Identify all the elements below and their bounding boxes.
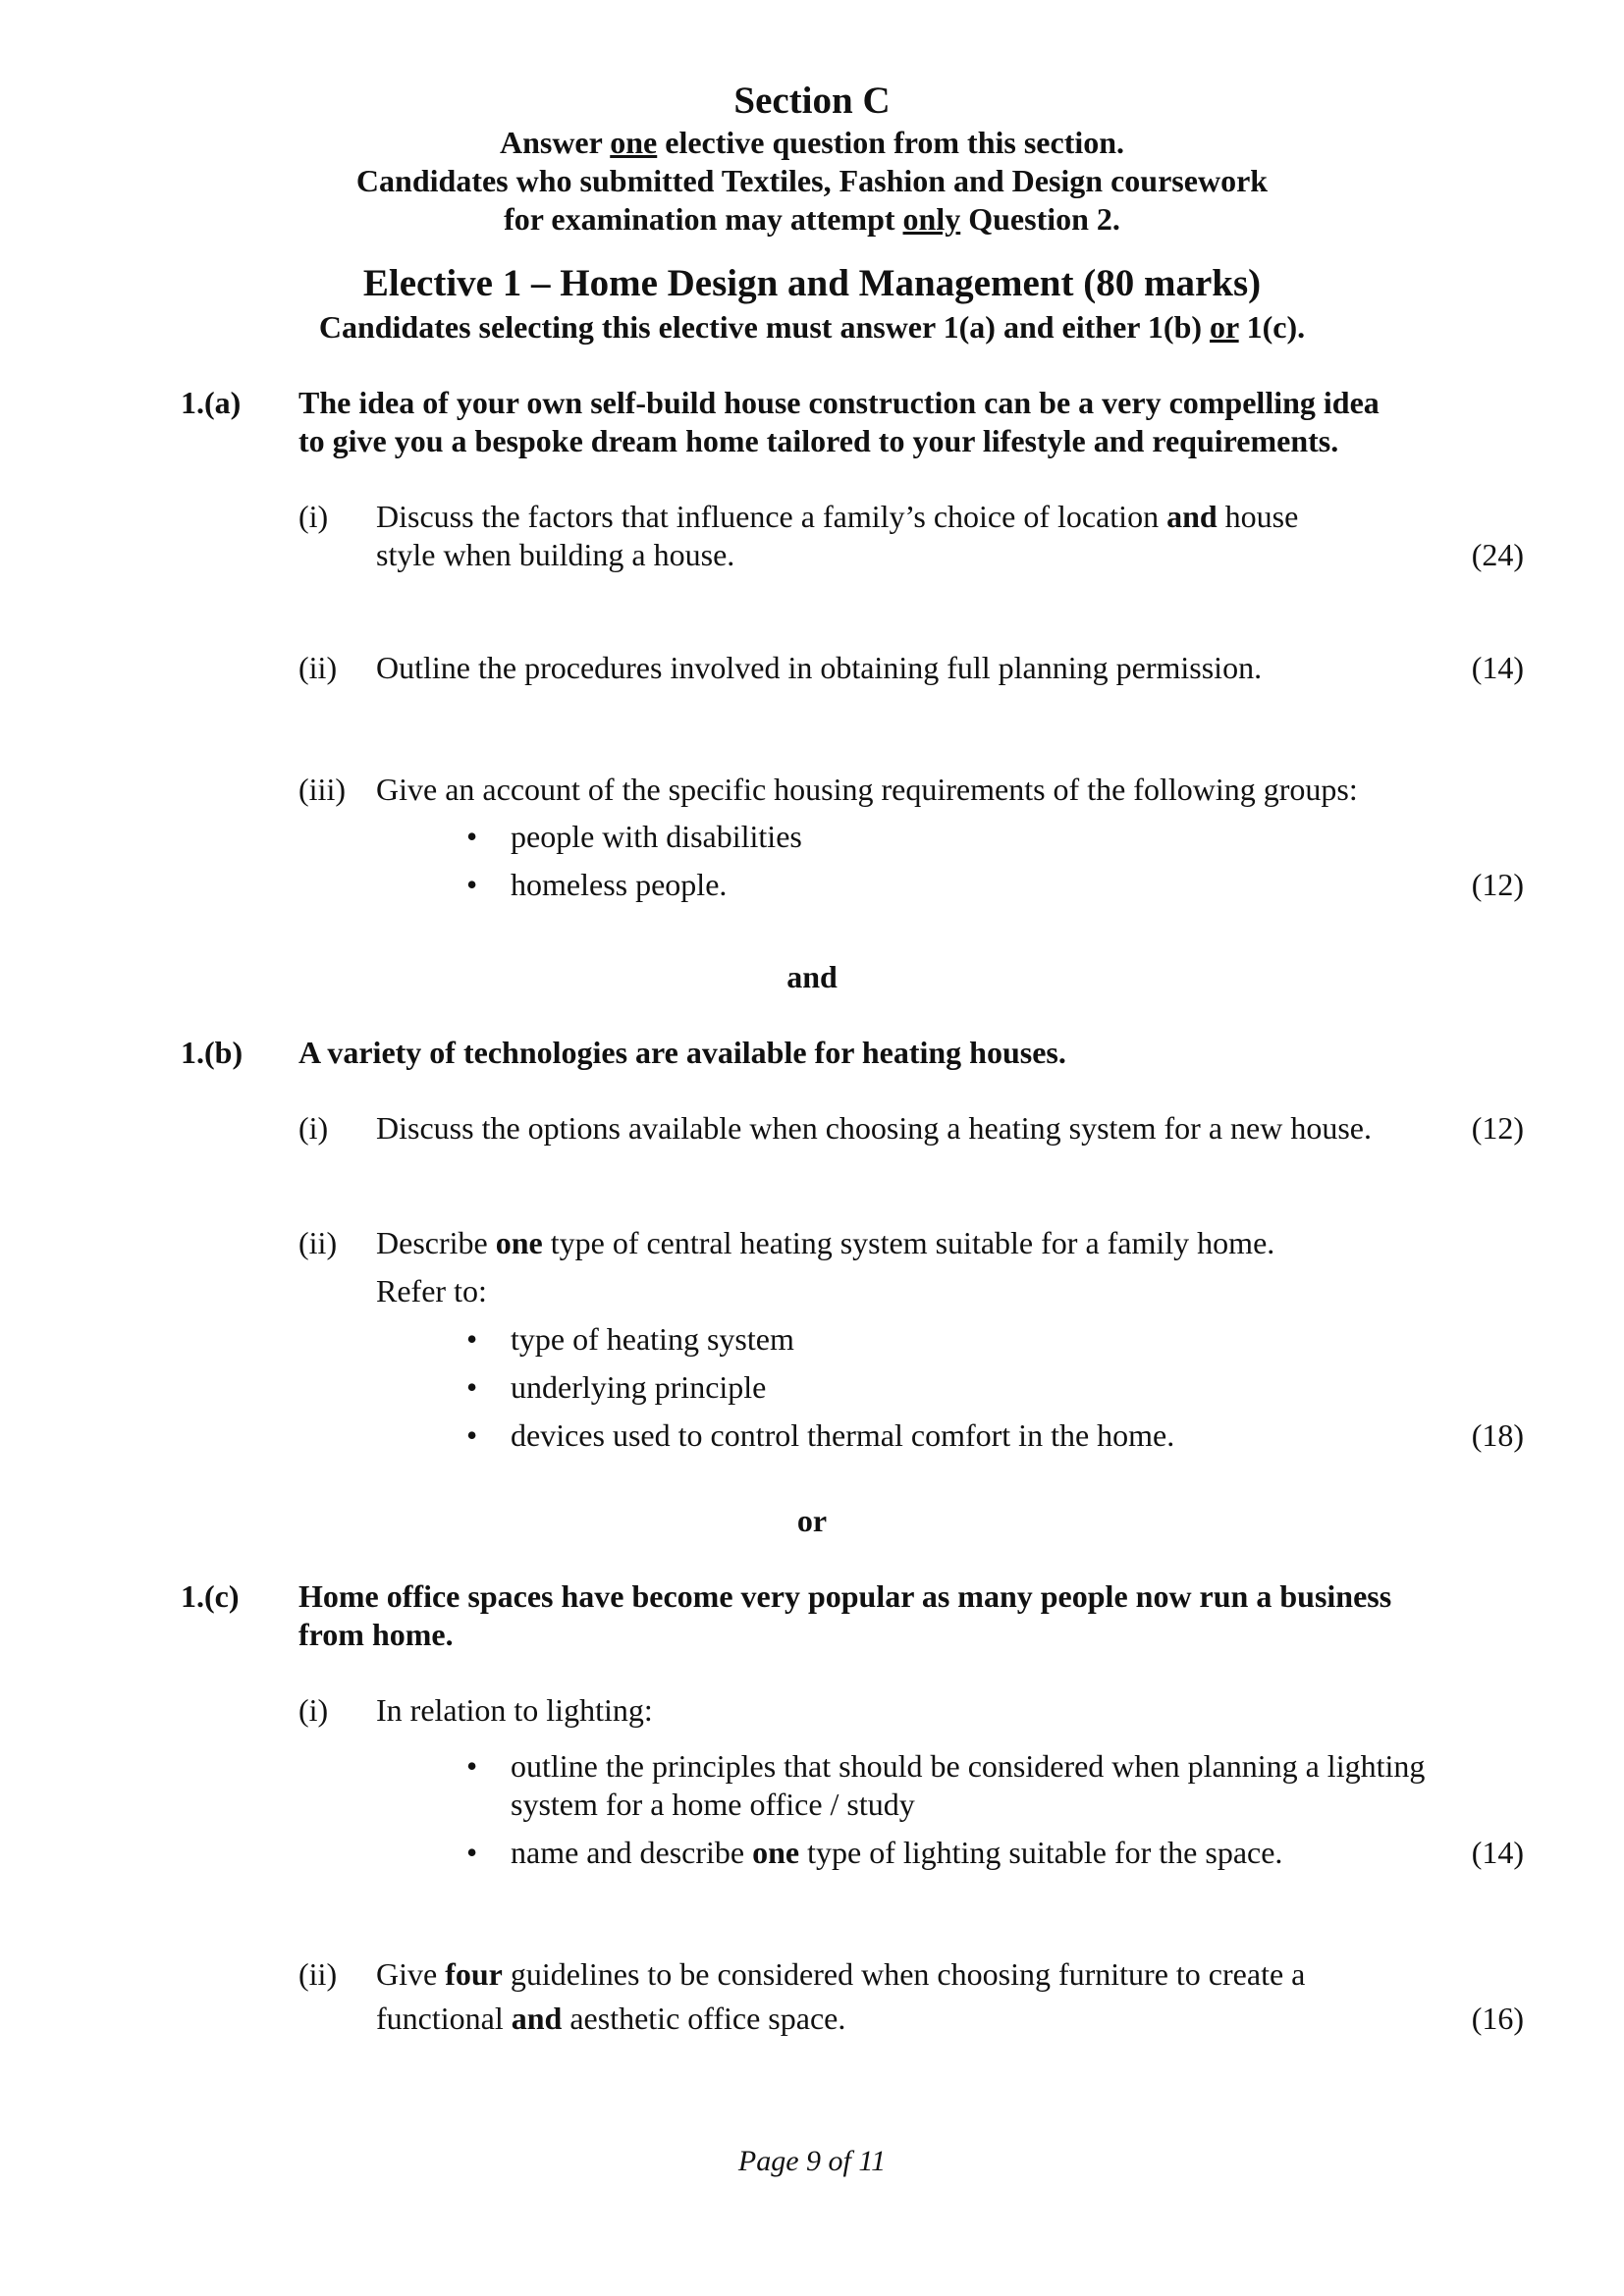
bullet-item: [511, 1835, 1282, 1871]
marks-1b-i: (12): [1471, 1110, 1524, 1146]
bullet-item: • people with disabilities: [511, 819, 802, 855]
marks-1b-ii: (18): [1471, 1417, 1524, 1453]
marks-1a-iii: (12): [1471, 867, 1524, 902]
part-label: (i): [298, 499, 329, 534]
marks-1c-ii: (16): [1471, 2001, 1524, 2036]
instr-text: 1(c).: [1238, 309, 1306, 345]
instr-text: Question 2.: [960, 201, 1120, 237]
question-1a-i-line1: [376, 499, 1298, 535]
instr-text: Answer: [499, 125, 611, 160]
text: Describe: [376, 1225, 496, 1260]
question-1c-i-line1: In relation to lighting:: [376, 1692, 653, 1728]
bold-text: four: [445, 1956, 503, 1992]
bold-text: one: [495, 1225, 543, 1260]
question-1a-i-line2: style when building a house.: [376, 537, 735, 572]
part-label: (i): [298, 1692, 329, 1728]
text: name and describe: [511, 1835, 753, 1870]
marks-1c-i: (14): [1471, 1835, 1524, 1870]
part-label: (ii): [298, 650, 338, 685]
text: aesthetic office space.: [562, 2001, 846, 2036]
question-1a-ii-line1: Outline the procedures involved in obtaining full planning permission.: [376, 650, 1263, 685]
question-1c-ii-line2: [376, 2001, 845, 2037]
instr-text: for examination may attempt: [504, 201, 903, 237]
question-number-1c: 1.(c): [181, 1578, 240, 1614]
instr-text: elective question from this section.: [657, 125, 1125, 160]
text: house: [1217, 499, 1299, 534]
question-number-1a: 1.(a): [181, 385, 242, 420]
section-instruction-1: [0, 125, 1624, 161]
bullet-item: • type of heating system: [511, 1321, 794, 1358]
question-1c-stem-line1: Home office spaces have become very popular as many people now run a business: [298, 1578, 1392, 1614]
bold-text: one: [752, 1835, 800, 1870]
instr-text: Candidates selecting this elective must answer 1(a) and either 1(b): [318, 309, 1211, 345]
text: functional: [376, 2001, 512, 2036]
part-label: (iii): [298, 772, 346, 807]
page-number: Page 9 of 11: [737, 2145, 887, 2177]
bullet-continuation: system for a home office / study: [511, 1787, 915, 1822]
bullet-item: • homeless people.: [511, 867, 727, 903]
question-1a-stem-line2: to give you a bespoke dream home tailored to your lifestyle and requirements.: [298, 423, 1339, 458]
text: guidelines to be considered when choosing furniture to create a: [502, 1956, 1306, 1992]
text: type of lighting suitable for the space.: [799, 1835, 1283, 1870]
part-label: (ii): [298, 1956, 338, 1992]
bullet-item: • underlying principle: [511, 1369, 766, 1406]
bullet-item: • outline the principles that should be considered when planning a lighting: [511, 1748, 1425, 1785]
bold-text: and: [511, 2001, 563, 2036]
question-1c-stem-line2: from home.: [298, 1617, 454, 1652]
instr-underline: one: [610, 125, 658, 160]
instr-underline: only: [902, 201, 961, 237]
marks-1a-ii: (14): [1471, 650, 1524, 685]
part-label: (ii): [298, 1225, 338, 1260]
part-label: (i): [298, 1110, 329, 1146]
instr-underline: or: [1210, 309, 1239, 345]
text: type of central heating system suitable for a family home.: [542, 1225, 1275, 1260]
bold-text: and: [1166, 499, 1218, 534]
section-title: Section C: [733, 80, 891, 122]
marks-1a-i: (24): [1471, 537, 1524, 572]
question-1b-ii-line1: [376, 1225, 1274, 1261]
question-1a-iii-line1: Give an account of the specific housing requirements of the following groups:: [376, 772, 1358, 807]
question-1b-ii-line2: Refer to:: [376, 1273, 487, 1308]
section-instruction-3: [0, 201, 1624, 238]
elective-title: Elective 1 – Home Design and Management (80 marks): [362, 262, 1262, 304]
elective-instruction: [0, 309, 1624, 346]
bullet-item: • devices used to control thermal comfort in the home.: [511, 1417, 1174, 1454]
text: Discuss the factors that influence a family’s choice of location: [376, 499, 1167, 534]
section-instruction-2: Candidates who submitted Textiles, Fashion and Design coursework: [355, 163, 1269, 198]
conjunction-or: or: [796, 1503, 828, 1538]
question-1c-ii-line1: [376, 1956, 1305, 1993]
question-1b-stem-line1: A variety of technologies are available for heating houses.: [298, 1035, 1066, 1070]
question-number-1b: 1.(b): [181, 1035, 244, 1070]
question-1a-stem-line1: The idea of your own self-build house construction can be a very compelling idea: [298, 385, 1380, 420]
question-1b-i-line1: Discuss the options available when choosing a heating system for a new house.: [376, 1110, 1372, 1146]
conjunction-and: and: [786, 959, 838, 994]
text: Give: [376, 1956, 446, 1992]
